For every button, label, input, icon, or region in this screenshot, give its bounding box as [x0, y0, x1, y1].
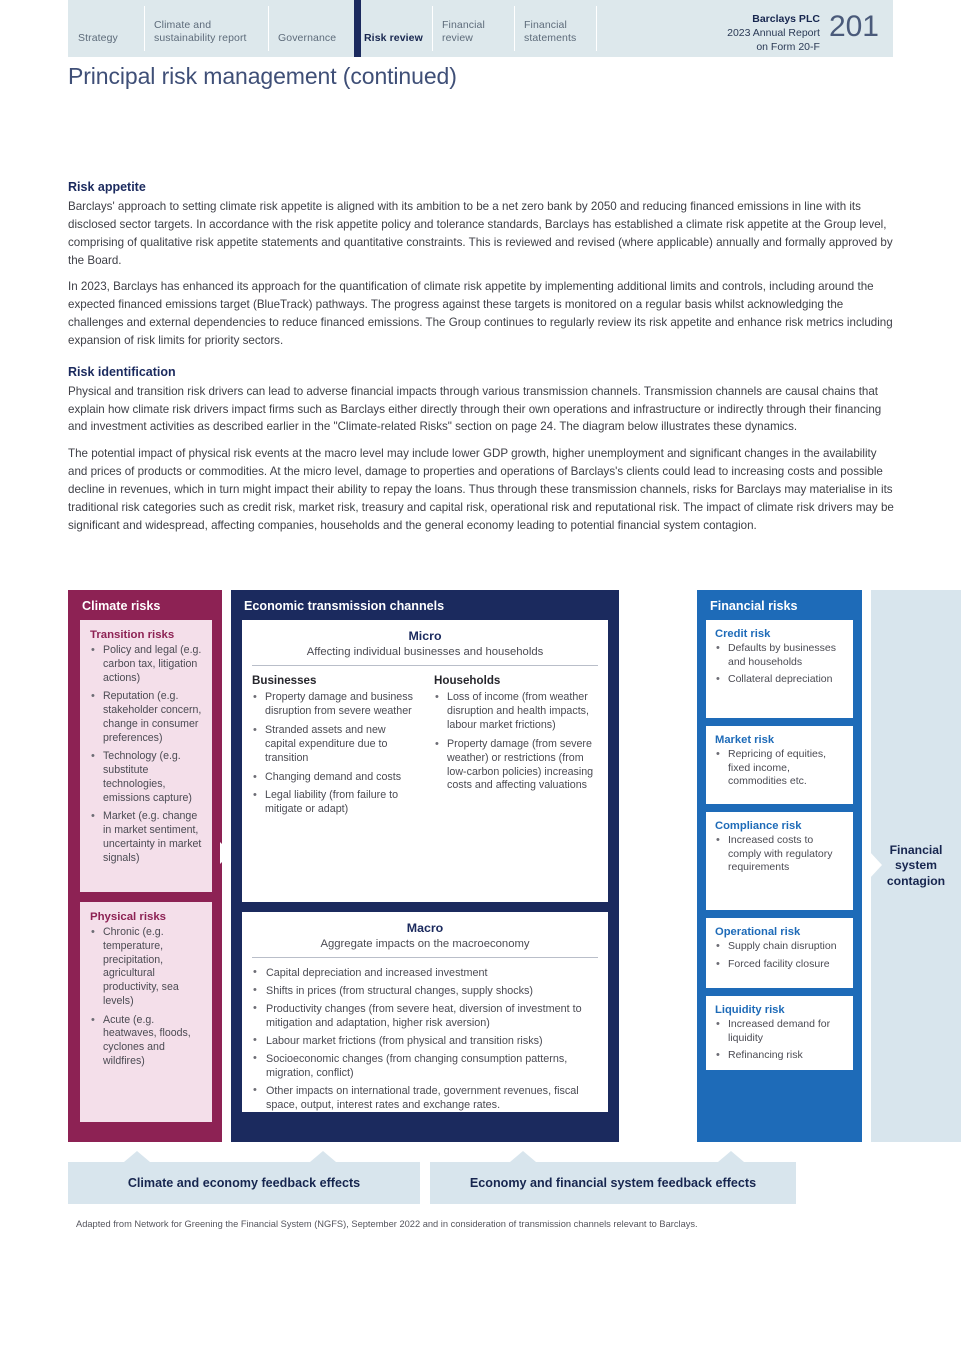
feedback-bar-label: Economy and financial system feedback effects [469, 1176, 757, 1190]
arrow-left-icon [870, 852, 882, 878]
arrow-right-icon [220, 842, 231, 864]
card-micro [242, 620, 608, 902]
nav-tab-governance[interactable] [268, 0, 354, 57]
feedback-bar-label: Climate and economy feedback effects [127, 1176, 361, 1190]
list-item: • Acute (e.g. heatwaves, floods, cyclones and wildfires) [90, 1014, 204, 1069]
panel-label-financial-system-contagion: Financial system contagion [886, 842, 946, 888]
list-item: • Chronic (e.g. temperature, precipitation, agricultural productivity, sea levels) [90, 926, 204, 1009]
arrow-right-icon [686, 842, 697, 864]
diagram-column-economic-transmission-channels [231, 590, 619, 1142]
list-item: • Collateral depreciation [715, 673, 845, 687]
list-item: • Stranded assets and new capital expenditure due to transition [252, 724, 416, 766]
list-credit-risk [715, 642, 845, 687]
nav-tab-label: Strategy [78, 31, 118, 44]
card-heading-operational-risk: Operational risk [715, 926, 801, 938]
list-item: • Labour market frictions (from physical and transition risks) [252, 1034, 598, 1048]
nav-tab-financial-statements[interactable] [514, 0, 596, 57]
card-compliance-risk [706, 812, 853, 910]
list-item: • Increased costs to comply with regulatory requirements [715, 834, 845, 875]
nav-tab-label: Risk review [364, 31, 423, 44]
list-market-risk [715, 748, 845, 789]
list-businesses [252, 691, 416, 817]
arrow-up-icon [718, 1151, 744, 1162]
nav-tab-risk-review[interactable] [354, 0, 432, 57]
list-item: • Supply chain disruption [715, 940, 845, 954]
list-liquidity-risk [715, 1018, 845, 1063]
page-number: 201 [828, 10, 879, 43]
list-item: • Loss of income (from weather disruption and health impacts, labour market frictions) [434, 691, 598, 733]
list-item: • Market (e.g. change in market sentiment, uncertainty in market signals) [90, 810, 204, 865]
divider [252, 665, 598, 666]
list-item: • Socioeconomic changes (from changing consumption patterns, migration, conflict) [252, 1052, 598, 1080]
card-operational-risk [706, 918, 853, 988]
list-item: • Capital depreciation and increased investment [252, 966, 598, 980]
card-subtitle-macro: Aggregate impacts on the macroeconomy [320, 938, 530, 950]
divider [252, 957, 598, 958]
group-businesses [252, 674, 416, 822]
paragraph-risk-appetite-1: Barclays' approach to setting climate risk appetite is aligned with its ambition to be a net zero bank by 2050 and reducing financed emissions in line with its disclosed sector targets. In accordance with the risk appetite policy and tolerance standards, Barclays has established a climate risk appetite at the Group level, comprising of qualitative risk appetite statements and quantitative constraints. This is reviewed and revised (where applicable) annually and formally approved by the Board. [68, 200, 893, 267]
list-households [434, 691, 598, 793]
card-macro [242, 912, 608, 1112]
card-market-risk [706, 726, 853, 804]
list-item: • Defaults by businesses and households [715, 642, 845, 669]
list-compliance-risk [715, 834, 845, 875]
nav-divider [596, 0, 727, 57]
list-item: • Policy and legal (e.g. carbon tax, litigation actions) [90, 644, 204, 685]
column-title-climate-risks: Climate risks [82, 599, 161, 613]
list-item: • Changing demand and costs [252, 771, 416, 785]
card-heading-compliance-risk: Compliance risk [715, 820, 802, 832]
card-transition-risks [80, 620, 212, 892]
column-title-financial-risks: Financial risks [710, 599, 798, 613]
card-subtitle-micro: Affecting individual businesses and households [306, 646, 544, 658]
article-body [68, 180, 898, 544]
page-header-nav [68, 0, 893, 57]
section-heading-risk-identification: Risk identification [68, 364, 176, 379]
diagram-column-financial-risks [697, 590, 862, 1142]
brand-report-year: 2023 Annual Report [727, 27, 820, 40]
diagram-column-climate-risks [68, 590, 222, 1142]
card-heading-liquidity-risk: Liquidity risk [715, 1004, 785, 1016]
card-credit-risk [706, 620, 853, 718]
list-item: • Repricing of equities, fixed income, commodities etc. [715, 748, 845, 789]
group-heading-households: Households [434, 674, 501, 687]
nav-tab-financial-review[interactable] [432, 0, 514, 57]
page-title: Principal risk management (continued) [68, 63, 457, 89]
nav-tab-climate-and-sustainability-report[interactable] [144, 0, 268, 57]
arrow-up-icon [310, 1151, 336, 1162]
brand-report-form: on Form 20-F [756, 41, 820, 54]
section-heading-risk-appetite: Risk appetite [68, 180, 146, 194]
list-item: • Other impacts on international trade, government revenues, fiscal space, output, interest rates and exchange rates. [252, 1084, 598, 1112]
list-item: • Property damage (from severe weather) or restrictions (from low-carbon policies) increasing costs and affecting valuations [434, 738, 598, 794]
column-title-economic-transmission-channels: Economic transmission channels [244, 599, 445, 613]
card-heading-market-risk: Market risk [715, 734, 775, 746]
list-item: • Refinancing risk [715, 1049, 845, 1063]
list-macro-impacts [252, 966, 598, 1112]
card-heading-physical-risks: Physical risks [90, 911, 166, 923]
card-heading-micro: Micro [408, 629, 442, 643]
list-item: • Technology (e.g. substitute technologies, emissions capture) [90, 750, 204, 805]
nav-tab-label: Financial review [442, 18, 485, 44]
card-liquidity-risk [706, 996, 853, 1070]
paragraph-risk-appetite-2: In 2023, Barclays has enhanced its approach for the quantification of climate risk appetite by implementing additional limits and controls, including around the expected financed emissions target (BlueTrack) pathways. The progress against these targets is monitored on a regular basis whilst acknowledging the challenges and external dependencies to reduce financed emissions. The Group continues to regularly review its risk appetite and enhance risk metrics including expansion of risk limits for priority sectors. [68, 280, 893, 347]
diagram-footnote: Adapted from Network for Greening the Financial System (NGFS), September 2022 and in consideration of transmission channels relevant to Barclays. [76, 1219, 698, 1229]
list-item: • Reputation (e.g. stakeholder concern, change in consumer preferences) [90, 690, 204, 745]
list-item: • Legal liability (from failure to mitigate or adapt) [252, 789, 416, 817]
nav-tab-label: Financial statements [524, 18, 577, 44]
brand-company: Barclays PLC [752, 13, 820, 25]
paragraph-risk-identification-2: The potential impact of physical risk events at the macro level may include lower GDP growth, higher unemployment and significant changes in the availability and prices of products or commodities. At the micro level, damage to properties and operations of Barclays's clients could lead to increasing costs and possible decline in revenues, which in turn might impact their ability to repay the loans. Thus through these transmission channels, risks for Barclays may materialise in its traditional risk categories such as credit risk, market risk, treasury and capital risk, operational risk and reputational risk. The impact of climate risk drivers may be significant and widespread, affecting companies, households and the general economy leading to potential financial system contagion. [68, 447, 894, 532]
arrow-up-icon [124, 1151, 150, 1162]
arrow-up-icon [510, 1151, 536, 1162]
list-operational-risk [715, 940, 845, 971]
nav-tab-label: Governance [278, 31, 337, 44]
card-heading-macro: Macro [406, 921, 444, 935]
report-brand-block [727, 0, 893, 57]
nav-tab-label: Climate and sustainability report [154, 18, 247, 44]
list-transition-risks [90, 644, 204, 865]
group-heading-businesses: Businesses [252, 674, 317, 687]
diagram-panel-financial-system-contagion [871, 590, 961, 1142]
paragraph-risk-identification-1: Physical and transition risk drivers can lead to adverse financial impacts through various transmission channels. Transmission channels are causal chains that explain how climate risk drivers impact firms such as Barclays either directly through their own operations and infrastructure or indirectly through their financing and investment activities as described earlier in the "Climate-related Risks" section on page 24. The diagram below illustrates these dynamics. [68, 384, 882, 434]
list-item: • Increased demand for liquidity [715, 1018, 845, 1045]
card-physical-risks [80, 902, 212, 1122]
transmission-channels-diagram [68, 590, 946, 1150]
list-item: • Productivity changes (from severe heat, diversion of investment to mitigation and adaptation, higher risk aversion) [252, 1002, 598, 1030]
card-heading-credit-risk: Credit risk [715, 628, 771, 640]
list-physical-risks [90, 926, 204, 1069]
feedback-bar-climate-economy [68, 1162, 420, 1204]
list-item: • Forced facility closure [715, 958, 845, 972]
group-households [434, 674, 598, 822]
nav-tab-strategy[interactable] [68, 0, 144, 57]
list-item: • Property damage and business disruption from severe weather [252, 691, 416, 719]
card-heading-transition-risks: Transition risks [90, 629, 175, 641]
list-item: • Shifts in prices (from structural changes, supply shocks) [252, 984, 598, 998]
feedback-bar-economy-financial-system [430, 1162, 796, 1204]
